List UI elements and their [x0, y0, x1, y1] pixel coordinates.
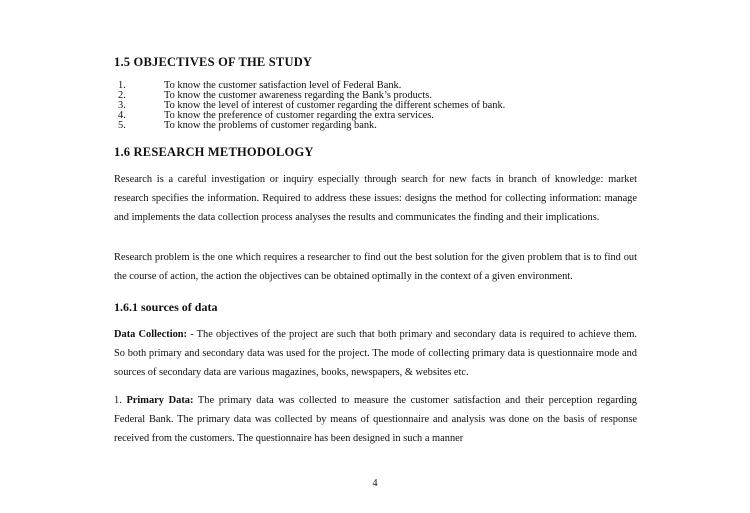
data-collection-label: Data Collection: — [114, 329, 191, 340]
primary-data-label: Primary Data: — [126, 395, 194, 406]
research-methodology-heading: 1.6 RESEARCH METHODOLOGY — [114, 145, 314, 159]
list-item-number: 1. — [118, 80, 126, 91]
sources-of-data-heading: 1.6.1 sources of data — [114, 300, 218, 314]
list-item-text: To know the preference of customer regarding the extra services. — [164, 110, 434, 121]
data-collection-text: - The objectives of the project are such that both primary and secondary data is required to achieve them. So both primary and secondary data was used for the project. The mode of collecting primary data is questionnaire mode and sources of secondary data are various magazines, books, newspapers, & websites etc. — [114, 329, 638, 379]
page-number: 4 — [372, 478, 378, 489]
list-item-text: To know the customer awareness regarding the Bank’s products. — [164, 90, 432, 101]
list-item-number: 2. — [118, 90, 126, 101]
primary-data-paragraph — [114, 391, 637, 449]
list-item — [118, 121, 638, 131]
primary-data-number: 1. — [114, 395, 127, 406]
list-item-number: 3. — [118, 100, 126, 111]
list-item-number: 5. — [118, 120, 126, 131]
research-definition-paragraph: Research is a careful investigation or inquiry especially through search for new facts in branch of knowledge: market research specifies the information. Required to address these issues: designs the method for collecting information: manage and implements the data collection process analyses the results and communicates the finding and their implications. — [114, 174, 637, 224]
objectives-list — [118, 81, 638, 131]
list-item-text: To know the level of interest of customer regarding the different schemes of bank. — [164, 100, 506, 111]
data-collection-paragraph — [114, 325, 637, 383]
objectives-heading: 1.5 OBJECTIVES OF THE STUDY — [114, 55, 313, 69]
research-problem-paragraph: Research problem is the one which requires a researcher to find out the best solution for the given problem that is to find out the course of action, the action the objectives can be obtained optimally in the context of a given environment. — [114, 252, 637, 283]
primary-data-text: The primary data was collected to measure the customer satisfaction and their perception regarding Federal Bank. The primary data was collected by means of questionnaire and analysis was done on the basis of response received from the customers. The questionnaire has been designed in such a manner — [114, 395, 637, 445]
list-item-number: 4. — [118, 110, 126, 121]
list-item-text: To know the customer satisfaction level of Federal Bank. — [164, 80, 402, 91]
list-item-text: To know the problems of customer regarding bank. — [164, 120, 377, 131]
